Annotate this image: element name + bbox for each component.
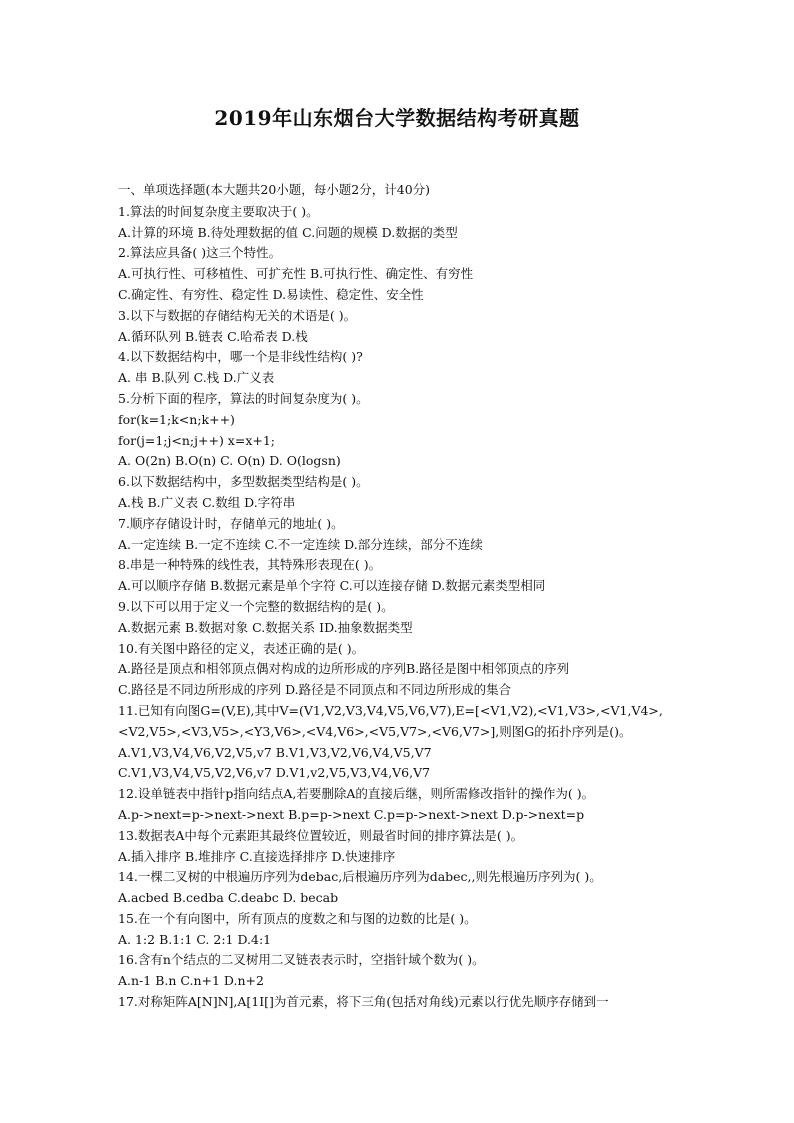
text-line: 11.已知有向图G=(V,E),其中V=(V1,V2,V3,V4,V5,V6,V7),E=[<V1,V2),<V1,V3>,<V1,V4>, (118, 702, 663, 718)
text-line: 12.设单链表中指针p指向结点A,若要删除A的直接后继，则所需修改指针的操作为( )。 (118, 786, 595, 802)
text-line: for(j=1;j<n;j++) x=x+1; (118, 432, 276, 448)
text-line: 7.顺序存储设计时，存储单元的地址( )。 (118, 515, 344, 531)
text-line: A.n-1 B.n C.n+1 D.n+2 (118, 973, 264, 989)
text-line: 3.以下与数据的存储结构无关的术语是( )。 (118, 307, 357, 323)
text-line: A.V1,V3,V4,V6,V2,V5,v7 B.V1,V3,V2,V6,V4,V5,V7 (118, 744, 432, 760)
text-line: 15.在一个有向图中，所有顶点的度数之和与图的边数的比是( )。 (118, 910, 477, 926)
text-line: C.路径是不同边所形成的序列 D.路径是不同顶点和不同边所形成的集合 (118, 682, 512, 698)
text-line: <V2,V5>,<V3,V5>,<Y3,V6>,<V4,V6>,<V5,V7>,<V6,V7>],则图G的拓扑序列是()。 (118, 723, 632, 739)
text-line: A.循环队列 B.链表 C.哈希表 D.栈 (118, 328, 308, 344)
text-line: A.acbed B.cedba C.deabc D. becab (118, 890, 339, 906)
text-line: for(k=1;k<n;k++) (118, 411, 235, 427)
text-line: A.p->next=p->next->next B.p=p->next C.p=p->next->next D.p->next=p (118, 806, 585, 822)
text-line: A.栈 B.广义表 C.数组 D.字符串 (118, 494, 296, 510)
text-line: A.可执行性、可移植性、可扩充性 B.可执行性、确定性、有穷性 (118, 266, 474, 282)
text-line: A.可以顺序存储 B.数据元素是单个字符 C.可以连接存储 D.数据元素类型相同 (118, 578, 546, 594)
section-heading: 一、单项选择题(本大题共20小题，每小题2分，计40分) (118, 182, 431, 197)
text-line: A. O(2n) B.O(n) C. O(n) D. O(logsn) (118, 453, 341, 469)
text-line: C.确定性、有穷性、稳定性 D.易读性、稳定性、安全性 (118, 286, 424, 302)
text-line: A. 串 B.队列 C.栈 D.广义表 (118, 370, 275, 386)
text-line: 5.分析下面的程序，算法的时间复杂度为( )。 (118, 390, 369, 406)
text-line: 16.含有n个结点的二叉树用二叉链表表示时，空指针域个数为( )。 (118, 952, 485, 968)
text-line: A.一定连续 B.一定不连续 C.不一定连续 D.部分连续，部分不连续 (118, 536, 483, 552)
text-line: 8.串是一种特殊的线性表，其特殊形表现在( )。 (118, 557, 382, 573)
text-line: 1.算法的时间复杂度主要取决于( )。 (118, 203, 319, 219)
text-line: A.路径是顶点和相邻顶点偶对构成的边所形成的序列B.路径是图中相邻顶点的序列 (118, 661, 570, 677)
text-line: 9.以下可以用于定义一个完整的数据结构的是( )。 (118, 598, 394, 614)
text-line: A.插入排序 B.堆排序 C.直接选择排序 D.快速排序 (118, 848, 396, 864)
text-line: 13.数据表A中每个元素距其最终位置较近，则最省时间的排序算法是( )。 (118, 827, 524, 843)
question-body (118, 180, 678, 1013)
text-line: A. 1:2 B.1:1 C. 2:1 D.4:1 (118, 931, 272, 947)
text-line: 6.以下数据结构中，多型数据类型结构是( )。 (118, 474, 369, 490)
text-line: 17.对称矩阵A[N]N],A[1I[]为首元素，将下三角(包括对角线)元素以行优先顺序存储到一 (118, 994, 609, 1010)
text-line: A.计算的环境 B.待处理数据的值 C.问题的规模 D.数据的类型 (118, 224, 458, 240)
page-title: 2019年山东烟台大学数据结构考研真题 (214, 106, 580, 130)
text-line: C.V1,V3,V4,V5,V2,V6,v7 D.V1,v2,V5,V3,V4,V6,V7 (118, 765, 431, 781)
text-line: A.数据元素 B.数据对象 C.数据关系 ID.抽象数据类型 (118, 619, 413, 635)
text-line: 4.以下数据结构中，哪一个是非线性结构( )? (118, 349, 363, 365)
text-line: 2.算法应具备( )这三个特性。 (118, 245, 282, 261)
text-line: 14.一棵二叉树的中根遍历序列为debac,后根遍历序列为dabec,,则先根遍历序列为( )。 (118, 869, 602, 885)
text-line: 10.有关图中路径的定义，表述正确的是( )。 (118, 640, 365, 656)
